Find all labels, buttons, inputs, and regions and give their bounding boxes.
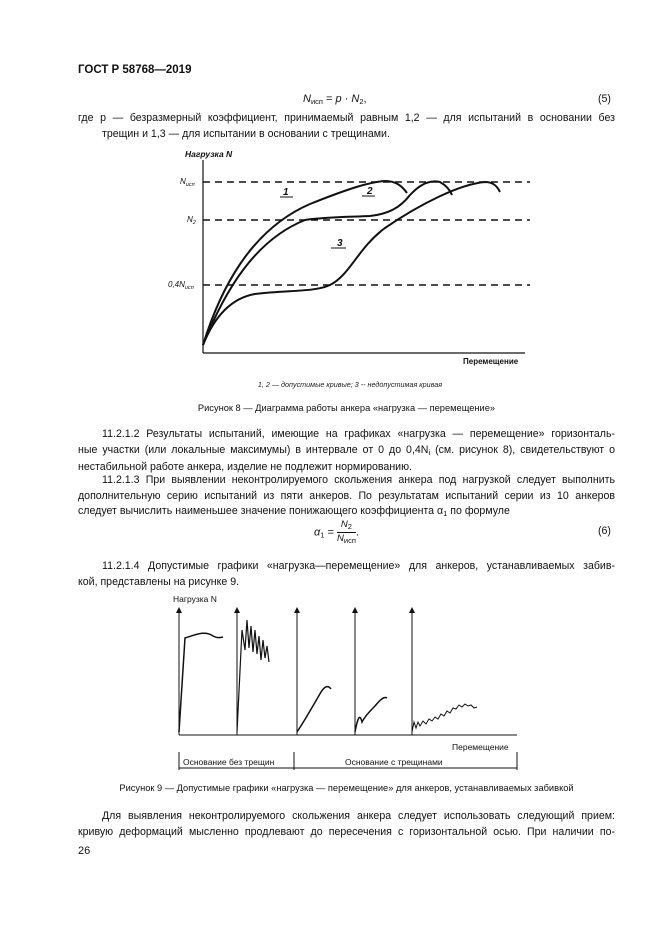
fig8-curve-label-3: 3 (337, 238, 343, 249)
fig8-tick-nisp: $N_{исп}$ (180, 177, 195, 188)
paragraph-where-line1: где p — безразмерный коэффициент, принимаемый равным 1,2 — для испытаний в основании без (78, 112, 615, 124)
paragraph-11213-line2: дополнительную серию испытаний из пяти анкеров. По результатам испытаний серии из 10 анкеров (78, 489, 615, 502)
fig8-curve-label-1: 1 (283, 187, 289, 198)
paragraph-final (78, 809, 615, 840)
formula-5-dot: · (341, 93, 352, 105)
figure-8-chart (160, 140, 540, 375)
formula-5-n: N (351, 93, 360, 105)
fig9-group-label-1: Основание без трещин (183, 757, 275, 767)
figure-9-caption: Рисунок 9 — Допустимые графики «нагрузка — перемещение» для анкеров, устанавливаемых забивкой (119, 783, 574, 793)
formula-6-eq: = (324, 526, 337, 539)
fig9-group-label-2: Основание с трещинами (345, 757, 443, 767)
paragraph-11212-line2: ные участки (или локальные максимумы) в интервале от 0 до $0,4N_i$ (см. рисунок 8), свидетельствуют о (78, 443, 615, 457)
formula-6-lhs: α (314, 526, 321, 539)
fig8-curve-1 (203, 181, 407, 345)
figure-8-caption: Рисунок 8 — Диаграмма работы анкера «нагрузка — перемещение» (197, 403, 496, 413)
formula-5-tail: , (363, 93, 367, 105)
fig9-graph-d (355, 697, 387, 732)
paragraph-11213-line3: следует вычислить наименьшее значение понижающего коэффициента $\alpha_1$ по формуле (78, 505, 510, 519)
paragraph-where-line2: трещин и 1,3 — для испытании в основании с трещинами. (102, 127, 390, 140)
paragraph-where (78, 111, 615, 142)
paragraph-11212-line1: 11.2.1.2 Результаты испытаний, имеющие на графиках «нагрузка — перемещение» горизонталь- (102, 428, 615, 440)
fig8-x-label: Перемещение (463, 357, 519, 366)
fig9-graph-a (179, 633, 223, 732)
paragraph-11214 (78, 559, 615, 590)
fig8-y-label: Нагрузка N (185, 149, 233, 159)
formula-5-lhs: N (303, 93, 311, 105)
paragraph-final-line1: Для выявления неконтролируемого скольжения анкера следует использовать следующий прием: (102, 810, 615, 822)
paragraph-11213 (78, 473, 615, 522)
paragraph-11212 (78, 427, 615, 476)
formula-5-p: p (335, 93, 342, 105)
formula-5-lhs-sub: исп (310, 97, 323, 106)
figure-9-chart (165, 590, 525, 775)
fig8-tick-04: $0,4N_{исп}$ (168, 280, 194, 291)
formula-5-number: (5) (598, 93, 611, 105)
paragraph-11214-line2: кой, представлены на рисунке 9. (78, 575, 240, 588)
document-header: ГОСТ Р 58768—2019 (78, 64, 192, 76)
figure-8-legend: 1, 2 — допустимые кривые; 3 -- недопустимая кривая (257, 380, 443, 389)
paragraph-final-line2: кривую деформаций мысленно продлевают до пересечения с горизонтальной осью. При наличии по- (78, 825, 615, 838)
formula-5-n-sub: 2 (359, 97, 364, 106)
formula-6-tail: . (355, 526, 359, 539)
paragraph-11212-line3: нестабильной работе анкера, изделие не подлежит нормированию. (78, 461, 412, 474)
formula-5 (303, 93, 367, 106)
formula-6-fraction: $\frac{N_2}{N_{исп}}$ (337, 519, 356, 545)
fig9-graph-c (297, 687, 331, 732)
fig9-y-label: Нагрузка N (173, 594, 217, 604)
formula-5-eq: = (322, 93, 336, 105)
formula-6-number: (6) (598, 525, 611, 537)
fig9-graph-b (237, 620, 269, 732)
paragraph-11213-line1: 11.2.1.3 При выявлении неконтролируемого скольжения анкера под нагрузкой следует выполнить (102, 474, 615, 486)
fig9-x-label: Перемещение (452, 742, 509, 752)
fig8-curve-label-2: 2 (367, 186, 373, 197)
paragraph-11214-line1: 11.2.1.4 Допустимые графики «нагрузка—перемещение» для анкеров, устанавливаемых забив- (102, 560, 615, 572)
page-number: 26 (78, 845, 91, 857)
formula-6-lhs-sub: 1 (320, 530, 325, 540)
formula-6 (314, 519, 359, 546)
fig9-graph-e (412, 704, 477, 732)
fig8-tick-n2: $N_2$ (187, 215, 196, 226)
